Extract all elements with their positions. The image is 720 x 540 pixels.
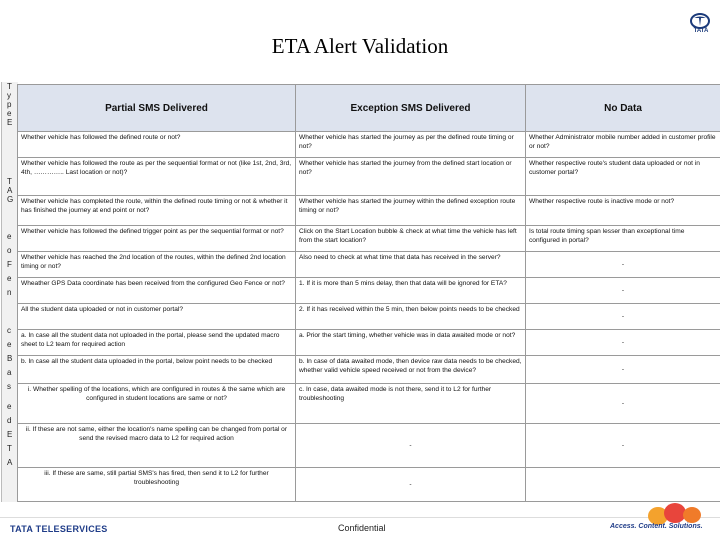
table-cell: Wheather GPS Data coordinate has been received from the configured Geo Fence or not? bbox=[18, 278, 296, 304]
sidebar-letter: n bbox=[7, 288, 12, 297]
table-row bbox=[18, 278, 720, 304]
header-no-data: No Data bbox=[526, 85, 720, 132]
table-cell: 2. If it has received within the 5 min, then below points needs to be checked bbox=[296, 304, 526, 330]
table-row bbox=[18, 356, 720, 384]
sidebar-letter: a bbox=[7, 368, 12, 377]
table-cell: All the student data uploaded or not in customer portal? bbox=[18, 304, 296, 330]
table-cell: - bbox=[526, 304, 720, 330]
sidebar-letter: e bbox=[7, 232, 12, 241]
sidebar-letter: o bbox=[7, 246, 12, 255]
table-cell: c. In case, data awaited mode is not there, send it to L2 for further troubleshooting bbox=[296, 384, 526, 424]
sidebar-letter: E bbox=[7, 430, 13, 439]
sidebar-letter: y bbox=[7, 91, 11, 100]
sidebar-letter: A bbox=[7, 186, 13, 195]
table-cell: - bbox=[526, 330, 720, 356]
sidebar-letter: e bbox=[7, 109, 12, 118]
table-cell: Whether vehicle has completed the route, within the defined route timing or not & whether it has finished the journey at end point or not? bbox=[18, 196, 296, 226]
confidential-label: Confidential bbox=[338, 523, 386, 533]
table-cell: a. In case all the student data not uploaded in the portal, please send the updated macro sheet to L2 team for required action bbox=[18, 330, 296, 356]
table-row bbox=[18, 252, 720, 278]
table-cell: a. Prior the start timing, whether vehicle was in data awaited mode or not? bbox=[296, 330, 526, 356]
table-cell: - bbox=[526, 384, 720, 424]
footer-tagline: Access. Content. Solutions. bbox=[610, 523, 703, 530]
table-row bbox=[18, 158, 720, 196]
table-row bbox=[18, 132, 720, 158]
table-header-row bbox=[18, 85, 720, 132]
sidebar-letter: E bbox=[7, 118, 13, 127]
sidebar-letter: p bbox=[7, 100, 12, 109]
sidebar-letter: e bbox=[7, 274, 12, 283]
table-cell: iii. If these are same, still partial SMS's has fired, then send it to L2 for further troubleshooting bbox=[18, 468, 296, 502]
header-partial-sms: Partial SMS Delivered bbox=[18, 85, 296, 132]
sidebar-letter: s bbox=[7, 382, 11, 391]
table-cell: - bbox=[526, 278, 720, 304]
table-cell: b. In case of data awaited mode, then device raw data needs to be checked, whether valid vehicle speed received or not from the device? bbox=[296, 356, 526, 384]
table-cell: - bbox=[526, 356, 720, 384]
sidebar-letter: G bbox=[7, 195, 14, 204]
header-exception-sms: Exception SMS Delivered bbox=[296, 85, 526, 132]
table-cell: Whether respective route is inactive mode or not? bbox=[526, 196, 720, 226]
table-cell: Whether vehicle has started the journey from the defined start location or not? bbox=[296, 158, 526, 196]
table-cell: 1. If it is more than 5 mins delay, then that data will be ignored for ETA? bbox=[296, 278, 526, 304]
footer-brand: TATA TELESERVICES bbox=[10, 524, 108, 534]
table-cell: Also need to check at what time that data has received in the server? bbox=[296, 252, 526, 278]
table-cell: - bbox=[526, 424, 720, 468]
sidebar-letter: d bbox=[7, 416, 12, 425]
sidebar-letter: A bbox=[7, 458, 13, 467]
table-cell bbox=[526, 468, 720, 502]
table-cell: Whether vehicle has started the journey as per the defined route timing or not? bbox=[296, 132, 526, 158]
table-cell: Is total route timing span lesser than exceptional time configured in portal? bbox=[526, 226, 720, 252]
table-cell: ii. If these are not same, either the location's name spelling can be changed from portal or send the revised macro data to L2 for required action bbox=[18, 424, 296, 468]
footer-divider bbox=[0, 517, 720, 518]
table-cell: Whether Administrator mobile number added in customer profile or not? bbox=[526, 132, 720, 158]
table-cell: - bbox=[296, 424, 526, 468]
table-cell: - bbox=[526, 252, 720, 278]
table-row bbox=[18, 424, 720, 468]
row-category-sidebar bbox=[1, 82, 18, 502]
tata-logo-text: TATA bbox=[693, 28, 709, 34]
table-cell: Whether vehicle has followed the defined trigger point as per the sequential format or not? bbox=[18, 226, 296, 252]
sidebar-letter: B bbox=[7, 354, 13, 363]
table-row bbox=[18, 468, 720, 502]
table-row bbox=[18, 330, 720, 356]
table-cell: - bbox=[296, 468, 526, 502]
table-cell: Whether respective route's student data uploaded or not in customer portal? bbox=[526, 158, 720, 196]
table-row bbox=[18, 196, 720, 226]
eta-validation-table bbox=[17, 84, 720, 502]
table-cell: b. In case all the student data uploaded in the portal, below point needs to be checked bbox=[18, 356, 296, 384]
sidebar-letter: T bbox=[7, 82, 12, 91]
table-cell: Click on the Start Location bubble & check at what time the vehicle has left from the start location? bbox=[296, 226, 526, 252]
sidebar-letter: e bbox=[7, 402, 12, 411]
table-cell: Whether vehicle has followed the defined route or not? bbox=[18, 132, 296, 158]
table-row bbox=[18, 304, 720, 330]
table-cell: Whether vehicle has started the journey within the defined exception route timing or not? bbox=[296, 196, 526, 226]
table-row bbox=[18, 226, 720, 252]
sidebar-letter: c bbox=[7, 326, 11, 335]
table-cell: Whether vehicle has reached the 2nd location of the routes, within the defined 2nd location timing or not? bbox=[18, 252, 296, 278]
sidebar-letter: T bbox=[7, 444, 12, 453]
page-title: ETA Alert Validation bbox=[271, 34, 449, 58]
table-cell: i. Whether spelling of the locations, which are configured in routes & the same which are configured in student locations are same or not? bbox=[18, 384, 296, 424]
sidebar-letter: e bbox=[7, 340, 12, 349]
sidebar-letter: T bbox=[7, 177, 12, 186]
table-row bbox=[18, 384, 720, 424]
sidebar-letter: F bbox=[7, 260, 12, 269]
table-cell: Whether vehicle has followed the route as per the sequential format or not (like 1st, 2nd, 3rd, 4th, ………….. Last location or not)? bbox=[18, 158, 296, 196]
